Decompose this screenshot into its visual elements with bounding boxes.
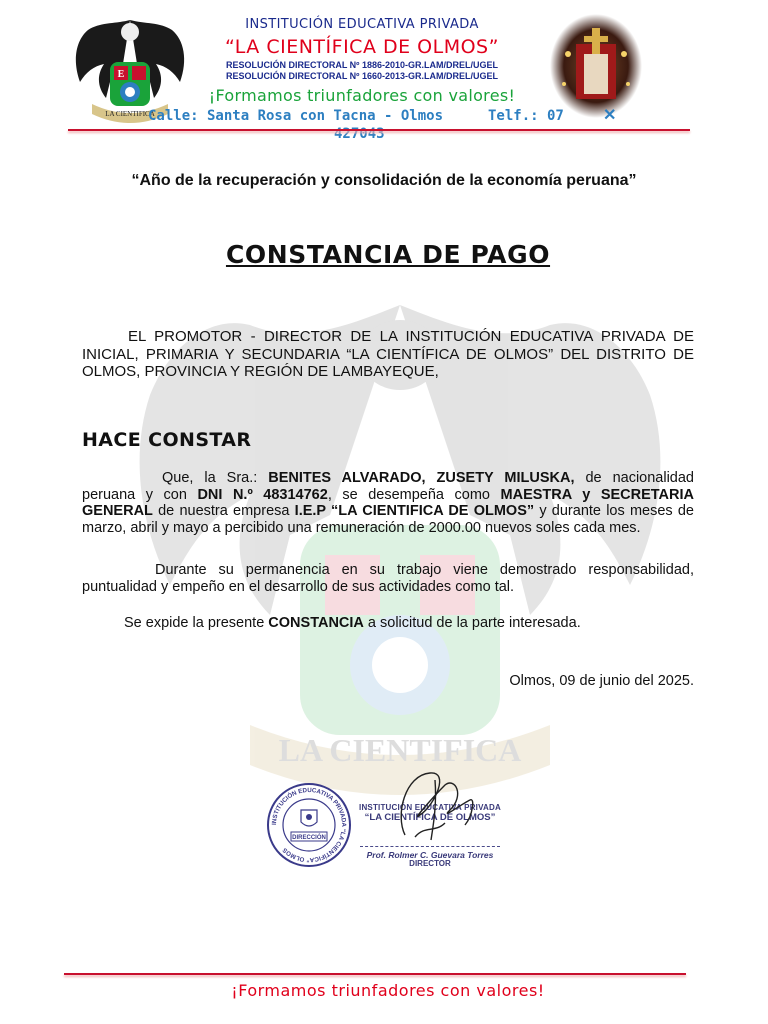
footer-divider [64,973,686,975]
year-slogan: “Año de la recuperación y consolidación de la economía peruana” [131,172,637,189]
signature-institution-2: “LA CIENTÍFICA DE OLMOS” [364,812,496,823]
institution-name: “LA CIENTÍFICA DE OLMOS” [225,36,499,58]
official-seal [265,782,353,868]
resolution-2: RESOLUCIÓN DIRECTORAL Nº 1660-2013-GR.LAM/DREL/UGEL [226,71,498,81]
signature-institution-1: INSTITUCIÓN EDUCATIVA PRIVADA [359,803,501,812]
logo-letter: E [117,69,125,80]
employee-dni: DNI N.º 48314762 [197,486,328,503]
header-phone: Telf.: 07 [488,108,564,124]
director-name: Prof. Rolmer C. Guevara Torres [366,850,494,860]
footer-motto: ¡Formamos triunfadores con valores! [231,981,545,1000]
intro-paragraph [82,328,694,381]
director-signature [355,765,515,875]
header-motto: ¡Formamos triunfadores con valores! [208,86,516,105]
address-overflow: 427043 [334,126,385,142]
address-text: Calle: Santa Rosa con Tacna - Olmos [148,108,444,124]
signature-line [360,846,500,847]
body-text: de nacionalidad peruana y con [82,470,695,503]
conduct-paragraph [82,562,694,595]
intro-text: EL PROMOTOR - DIRECTOR DE LA INSTITUCIÓN EDUCATIVA PRIVADA DE INICIAL, PRIMARIA Y SECUNDARIA “LA CIENTÍFICA DE OLMOS” DEL DISTRITO DE OLMOS, PROVINCIA Y REGIÓN DE LAMBAYEQUE, [82,328,694,380]
watermark-text: LA CIENTIFICA [278,732,522,768]
resolution-1: RESOLUCIÓN DIRECTORAL Nº 1886-2010-GR.LAM/DREL/UGEL [226,60,498,70]
header-divider [68,129,690,131]
body-text: y durante los meses de marzo, abril y mayo a percibido una remuneración de 2000.00 nuevos soles cada mes. [82,503,694,536]
director-role: DIRECTOR [409,859,451,868]
hace-constar-heading: HACE CONSTAR [82,429,252,451]
church-image [548,14,644,122]
close-icon: ✕ [603,107,617,124]
closing-text: Se expide la presente [124,615,269,631]
closing-text: a solicitud de la parte interesada. [363,615,581,631]
svg-text:INSTITUCIÓN EDUCATIVA PRIVADA [271,787,347,863]
conduct-text: Durante su permanencia en su trabajo viene demostrado responsabilidad, puntualidad y empeño en el desarrollo de sus actividades como tal. [82,562,694,595]
seal-center-label: DIRECCIÓN [292,835,326,841]
closing-paragraph [82,615,694,633]
body-text: , se desempeña como [327,486,501,503]
seal-ring-text: INSTITUCIÓN EDUCATIVA PRIVADA “LA CIENTÍFICA” OLMOS [270,786,348,864]
signature-scribble [375,765,485,845]
institution-type: INSTITUCIÓN EDUCATIVA PRIVADA [245,17,479,32]
body-text: Que, la Sra.: [162,470,269,486]
body-paragraph [82,470,694,536]
employee-name: BENITES ALVARADO, ZUSETY MILUSKA, [268,470,575,486]
company-name: I.E.P “LA CIENTIFICA DE OLMOS” [294,503,535,520]
body-text: de nuestra empresa [152,503,295,520]
logo-text: LA CIENTIFICA [105,110,155,118]
constancia-word: CONSTANCIA [268,615,364,631]
issue-date: Olmos, 09 de junio del 2025. [509,673,694,689]
employee-role: MAESTRA y SECRETARIA GENERAL [82,486,694,520]
page-title: CONSTANCIA DE PAGO [225,240,551,269]
